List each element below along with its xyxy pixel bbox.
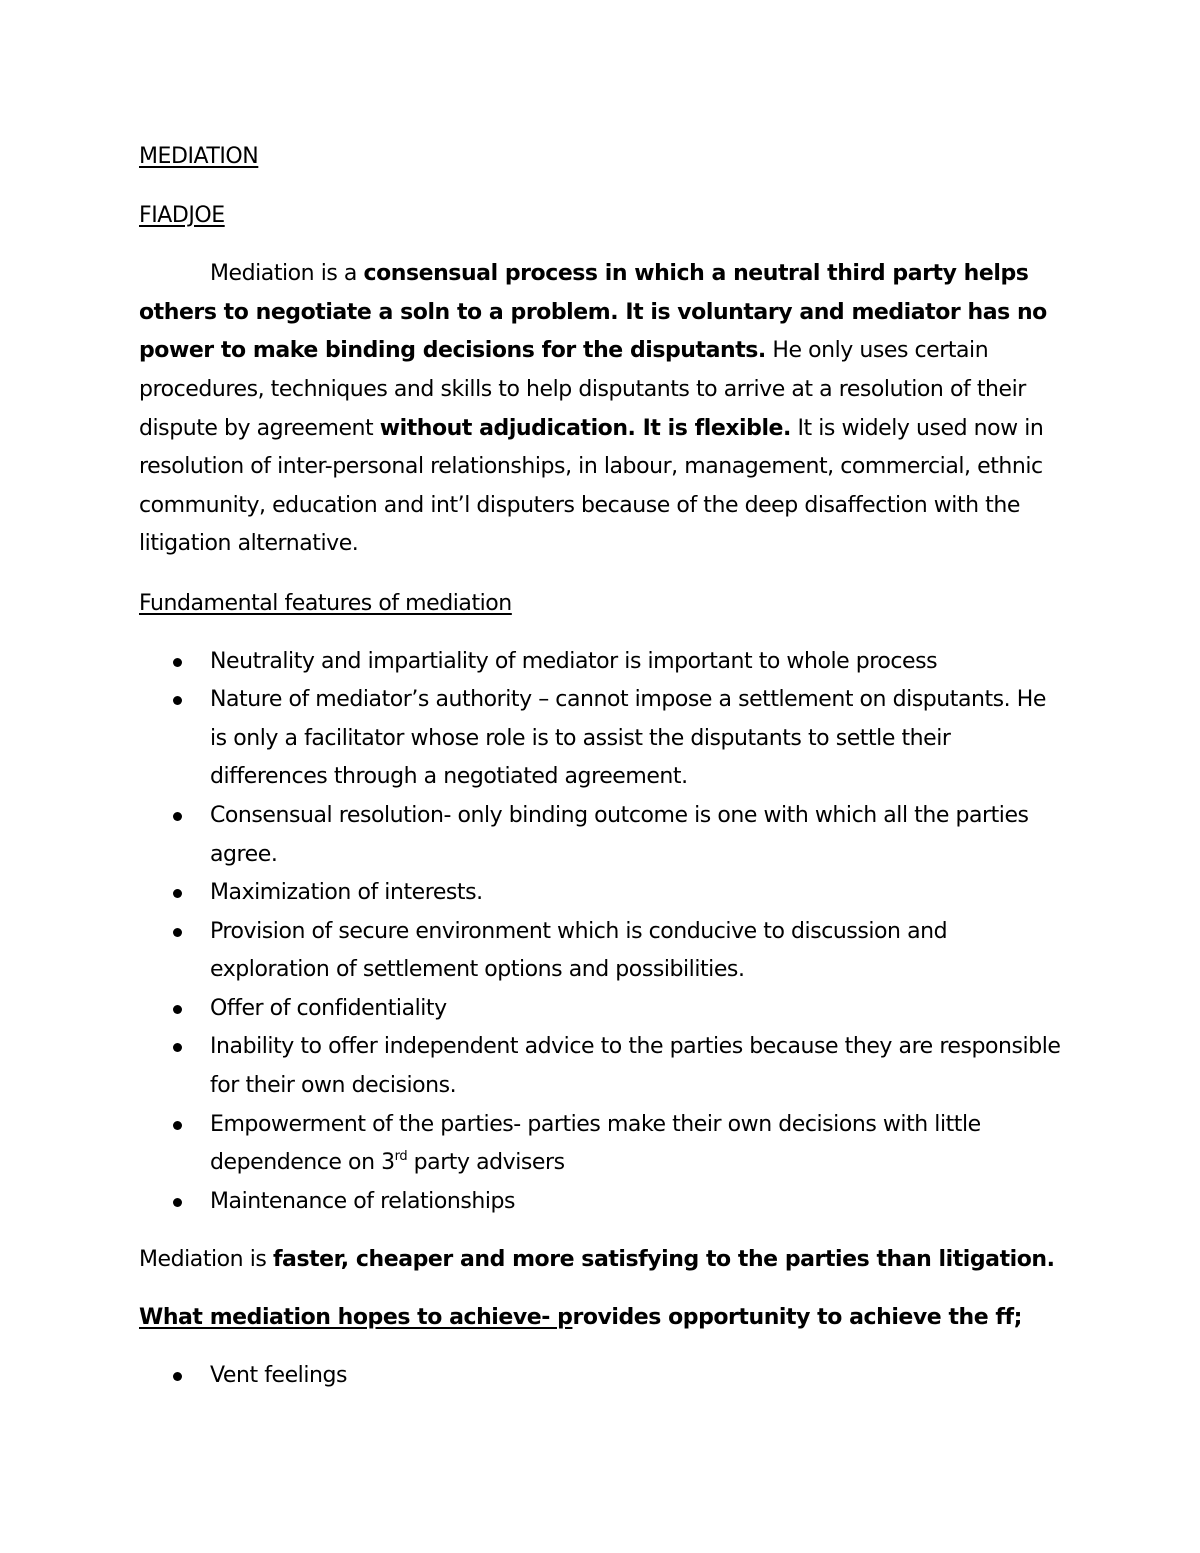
- features-heading: Fundamental features of mediation: [139, 590, 512, 616]
- list-item: Neutrality and impartiality of mediator is important to whole process: [139, 643, 1064, 682]
- author-heading: FIADJOE: [139, 202, 225, 228]
- bullet-icon: [173, 696, 182, 705]
- list-item: Maximization of interests.: [139, 874, 1064, 913]
- list-item: Vent feelings: [139, 1357, 1064, 1396]
- list-item: Maintenance of relationships: [139, 1183, 1064, 1222]
- list-item: Empowerment of the parties- parties make their own decisions with little dependence on 3rd party advisers: [139, 1106, 1064, 1183]
- bullet-icon: [173, 1043, 182, 1052]
- intro-bold-2: without adjudication. It is flexible.: [379, 415, 791, 441]
- hopes-heading: What mediation hopes to achieve- provides opportunity to achieve the ff;: [139, 1305, 1022, 1331]
- bullet-icon: [173, 1005, 182, 1014]
- list-item: Offer of confidentiality: [139, 990, 1064, 1029]
- bullet-icon: [173, 812, 182, 821]
- list-item: Provision of secure environment which is conducive to discussion and exploration of settlement options and possibilities.: [139, 913, 1064, 990]
- intro-text-2: He only uses certain procedures, techniques and skills to help disputants to arrive at a resolution of their dispute by agreement: [139, 338, 1026, 441]
- summary-paragraph: Mediation is faster, cheaper and more satisfying to the parties than litigation.: [139, 1247, 1055, 1273]
- bullet-icon: [173, 658, 182, 667]
- features-list: [139, 643, 1064, 1222]
- bullet-icon: [173, 928, 182, 937]
- bullet-icon: [173, 1372, 182, 1381]
- intro-text-3: It is widely used now in resolution of inter-personal relationships, in labour, management, commercial, ethnic community, education and int’l disputers because of the deep disaffection with the litigation alternative.: [139, 415, 1044, 557]
- document-page: [139, 138, 1064, 1415]
- list-item: Inability to offer independent advice to the parties because they are responsible for their own decisions.: [139, 1028, 1064, 1105]
- intro-text-1: Mediation is a: [210, 261, 364, 287]
- bullet-icon: [173, 1121, 182, 1130]
- list-item: Nature of mediator’s authority – cannot impose a settlement on disputants. He is only a facilitator whose role is to assist the disputants to settle their differences through a negotiated agreement.: [139, 681, 1064, 797]
- intro-paragraph: [139, 255, 1064, 564]
- intro-bold-1: consensual process in which a neutral third party helps others to negotiate a soln to a problem. It is voluntary and mediator has no power to make binding decisions for the disputants.: [139, 261, 1047, 364]
- list-item: Consensual resolution- only binding outcome is one with which all the parties agree.: [139, 797, 1064, 874]
- bullet-icon: [173, 1198, 182, 1207]
- document-title: MEDIATION: [139, 144, 259, 169]
- hopes-list: [139, 1357, 1064, 1396]
- bullet-icon: [173, 889, 182, 898]
